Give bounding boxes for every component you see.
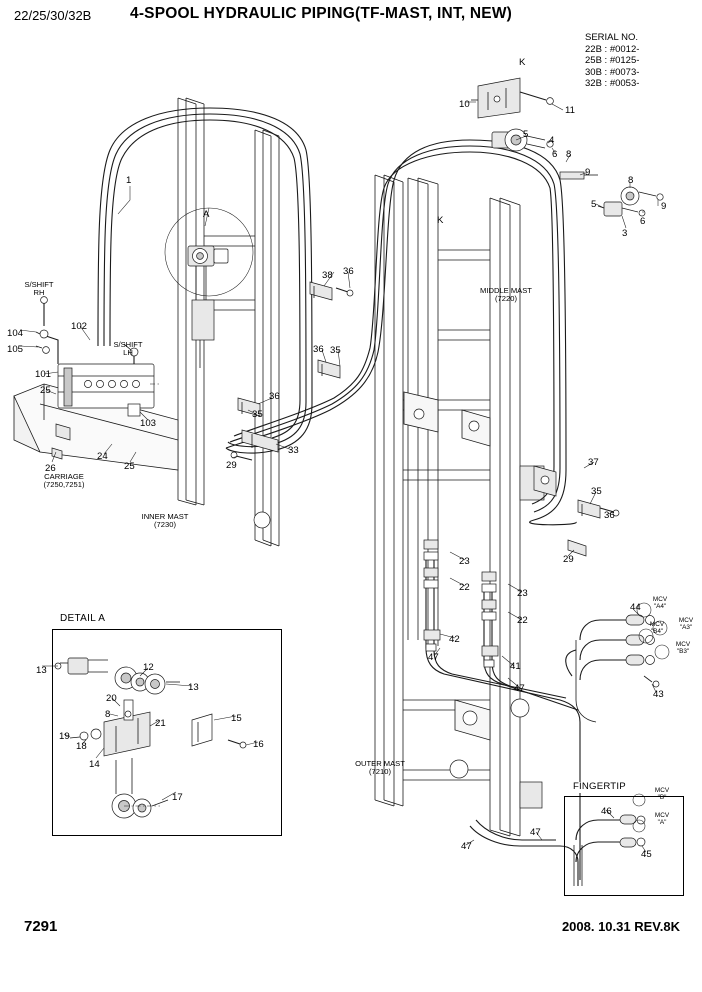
part-callout: 13 xyxy=(188,682,199,693)
part-callout: 17 xyxy=(172,792,183,803)
serial-line: 22B : #0012- xyxy=(585,43,640,55)
detail-ref-a: A xyxy=(203,209,210,220)
part-callout: 44 xyxy=(630,602,641,613)
revision-date: 2008. 10.31 REV.8K xyxy=(561,919,680,934)
serial-line: 30B : #0073- xyxy=(585,66,640,78)
part-callout: 29 xyxy=(226,460,237,471)
mcv-label-a3: MCV "A3" xyxy=(678,617,694,632)
part-callout: 46 xyxy=(601,806,612,817)
part-callout: 26 xyxy=(45,463,56,474)
fingertip-label: FINGERTIP xyxy=(570,782,629,793)
part-callout: 21 xyxy=(155,718,166,729)
part-callout: 22 xyxy=(517,615,528,626)
detail-a-box xyxy=(52,629,282,836)
part-callout: 29 xyxy=(563,554,574,565)
part-callout: 35 xyxy=(330,345,341,356)
part-callout: 20 xyxy=(106,693,117,704)
page-title: 4-SPOOL HYDRAULIC PIPING(TF-MAST, INT, NEW) xyxy=(130,5,513,22)
part-callout: 8 xyxy=(566,149,572,160)
part-callout: 13 xyxy=(36,665,47,676)
assembly-label-carriage: CARRIAGE (7250,7251) xyxy=(43,472,85,490)
part-callout: 15 xyxy=(231,713,242,724)
ref-label-k-mast: K xyxy=(437,215,444,226)
part-callout: 5 xyxy=(523,129,529,140)
fingertip-box xyxy=(564,796,684,896)
part-callout: 9 xyxy=(585,167,591,178)
part-callout: 47 xyxy=(530,827,541,838)
part-callout: 1 xyxy=(126,175,132,186)
part-callout: 104 xyxy=(7,328,24,339)
mcv-label-b: MCV "B" xyxy=(654,787,670,802)
serial-line: 32B : #0053- xyxy=(585,78,640,90)
part-callout: 14 xyxy=(89,759,100,770)
part-callout: 18 xyxy=(76,741,87,752)
assembly-label-sshift-lh: S/SHIFT LH xyxy=(113,340,143,358)
part-callout: 8 xyxy=(628,175,634,186)
part-callout: 4 xyxy=(549,135,555,146)
serial-line: 25B : #0125- xyxy=(585,55,640,67)
part-callout: 10 xyxy=(459,99,470,110)
assembly-label-middle-mast: MIDDLE MAST (7220) xyxy=(480,286,532,304)
part-callout: 16 xyxy=(253,739,264,750)
part-callout: 6 xyxy=(640,216,646,227)
part-callout: 23 xyxy=(517,588,528,599)
part-callout: 25 xyxy=(124,461,135,472)
part-callout: 35 xyxy=(591,486,602,497)
part-callout: 6 xyxy=(552,149,558,160)
part-callout: 23 xyxy=(459,556,470,567)
part-callout: 9 xyxy=(661,201,667,212)
part-callout: 25 xyxy=(40,385,51,396)
part-callout: 36 xyxy=(313,344,324,355)
part-callout: 8 xyxy=(105,709,111,720)
ref-label-k-top: K xyxy=(519,57,526,68)
mcv-label-b4: MCV "B4" xyxy=(649,621,665,636)
assembly-label-inner-mast: INNER MAST (7230) xyxy=(141,512,189,530)
assembly-label-outer-mast: OUTER MAST (7210) xyxy=(355,759,405,777)
part-callout: 105 xyxy=(7,344,24,355)
part-callout: 47 xyxy=(461,841,472,852)
part-callout: 35 xyxy=(252,409,263,420)
part-callout: 19 xyxy=(59,731,70,742)
part-callout: 102 xyxy=(71,321,88,332)
part-callout: 36 xyxy=(343,266,354,277)
part-callout: 103 xyxy=(140,418,157,429)
part-callout: 43 xyxy=(653,689,664,700)
part-callout: 5 xyxy=(591,199,597,210)
part-callout: 101 xyxy=(35,369,52,380)
part-callout: 22 xyxy=(459,582,470,593)
part-callout: 41 xyxy=(510,661,521,672)
assembly-label-sshift-rh: S/SHIFT RH xyxy=(24,280,54,298)
part-callout: 33 xyxy=(288,445,299,456)
part-callout: 37 xyxy=(588,457,599,468)
part-callout: 45 xyxy=(641,849,652,860)
part-callout: 11 xyxy=(565,105,575,116)
serial-heading: SERIAL NO. xyxy=(585,32,638,43)
part-callout: 42 xyxy=(449,634,460,645)
mcv-label-a: MCV "A" xyxy=(654,812,670,827)
part-callout: 3 xyxy=(622,228,628,239)
part-callout: 36 xyxy=(269,391,280,402)
part-callout: 24 xyxy=(97,451,108,462)
part-callout: 47 xyxy=(514,683,525,694)
part-callout: 38 xyxy=(322,270,333,281)
part-callout: 12 xyxy=(143,662,154,673)
page-title-model: 22/25/30/32B xyxy=(14,8,92,23)
mcv-label-b3: MCV "B3" xyxy=(675,641,691,656)
part-callout: 36 xyxy=(604,510,615,521)
mcv-label-a4: MCV "A4" xyxy=(652,596,668,611)
page-number: 7291 xyxy=(24,918,58,935)
part-callout: 47 xyxy=(428,652,439,663)
detail-a-label: DETAIL A xyxy=(57,614,108,625)
